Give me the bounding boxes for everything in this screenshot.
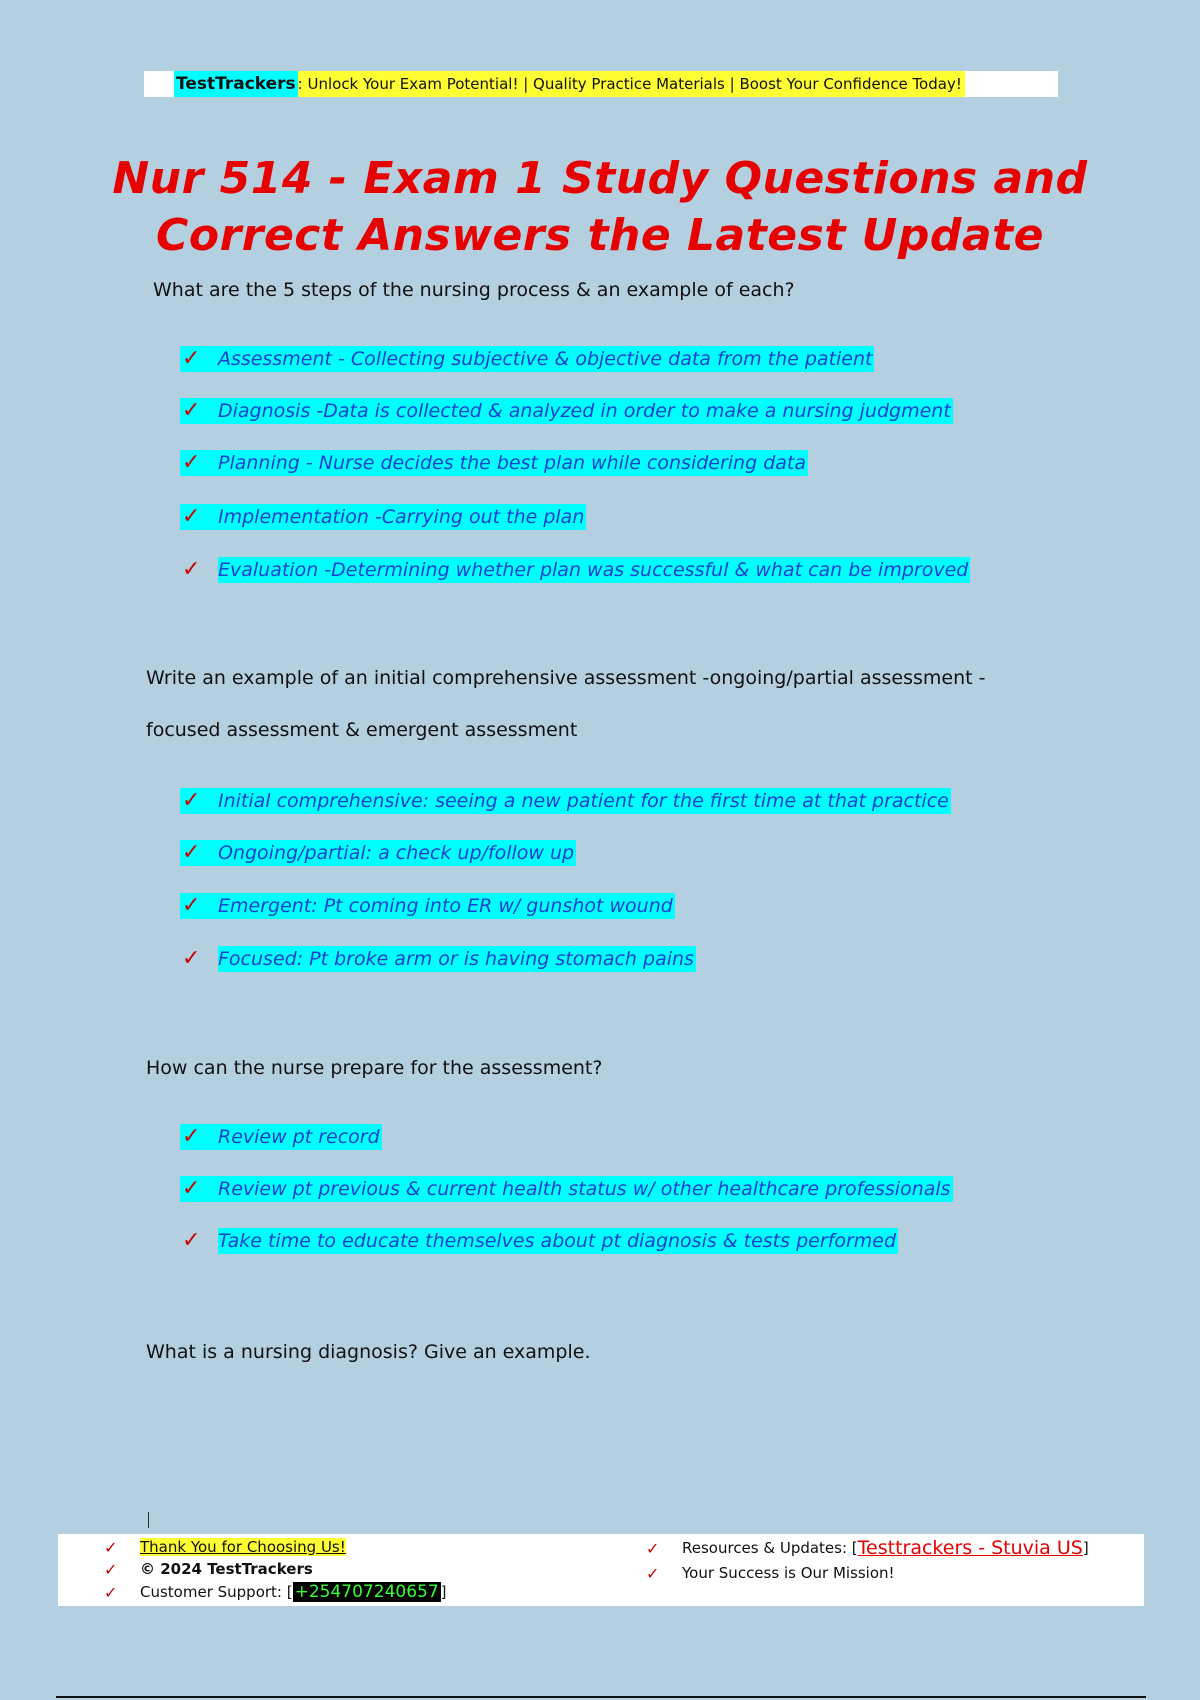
check-icon: ✓: [180, 893, 218, 919]
answer-text: Assessment - Collecting subjective & objective data from the patient: [218, 348, 873, 370]
question-3: How can the nurse prepare for the assessment?: [146, 1057, 603, 1079]
answer-text: Implementation -Carrying out the plan: [218, 506, 585, 528]
answer-1-4: [180, 504, 586, 530]
check-icon: ✓: [646, 1538, 660, 1558]
check-icon: ✓: [180, 840, 218, 866]
answer-text: Diagnosis -Data is collected & analyzed in order to make a nursing judgment: [218, 400, 951, 422]
header-separator: :: [297, 75, 308, 93]
answer-3-1: [180, 1124, 382, 1150]
check-icon: ✓: [180, 450, 218, 476]
answer-2-2: [180, 840, 576, 866]
answer-text: Initial comprehensive: seeing a new patient for the first time at that practice: [218, 790, 949, 812]
footer-mission-row: [646, 1562, 895, 1584]
answer-3-2: [180, 1176, 953, 1202]
bottom-rule: [56, 1696, 1146, 1698]
footer-thanks: Thank You for Choosing Us!: [140, 1538, 346, 1556]
question-4: What is a nursing diagnosis? Give an example.: [146, 1341, 591, 1363]
check-icon: ✓: [182, 946, 201, 971]
document-title: [100, 150, 1100, 264]
check-icon: ✓: [104, 1537, 118, 1557]
answer-text: Take time to educate themselves about pt diagnosis & tests performed: [218, 1230, 897, 1252]
header-inner: [174, 71, 965, 97]
footer-support-row: [58, 1581, 447, 1603]
footer-thanks-row: [58, 1536, 346, 1558]
answer-3-3: [180, 1228, 898, 1254]
brand-name: TestTrackers: [174, 71, 298, 97]
footer-support-label: Customer Support: [: [140, 1583, 293, 1601]
footer-support-phone[interactable]: +254707240657: [294, 1582, 439, 1602]
check-icon: ✓: [180, 788, 218, 814]
question-2-line-2: focused assessment & emergent assessment: [146, 719, 578, 741]
answer-1-1: [180, 346, 874, 372]
answer-text: Planning - Nurse decides the best plan while considering data: [218, 452, 806, 474]
footer: [58, 1534, 1144, 1606]
check-icon: ✓: [104, 1582, 118, 1602]
answer-1-3: [180, 450, 808, 476]
check-icon: ✓: [180, 1124, 218, 1150]
footer-resources-row: [646, 1537, 1089, 1559]
check-icon: ✓: [180, 1176, 218, 1202]
footer-copyright: © 2024 TestTrackers: [140, 1560, 313, 1578]
check-icon: ✓: [182, 1228, 201, 1253]
header-tagline: [298, 71, 965, 97]
answer-text: Review pt record: [218, 1126, 380, 1148]
question-2-line-1: Write an example of an initial comprehensive assessment -ongoing/partial assessment -: [146, 667, 986, 689]
footer-copyright-row: [58, 1558, 313, 1580]
footer-mission: Your Success is Our Mission!: [682, 1564, 895, 1582]
answer-text: Emergent: Pt coming into ER w/ gunshot wound: [218, 895, 673, 917]
answer-2-4: [180, 946, 696, 972]
answer-text: Review pt previous & current health status w/ other healthcare professionals: [218, 1178, 951, 1200]
footer-resources-label: Resources & Updates: [: [682, 1539, 858, 1557]
title-line-1: Nur 514 - Exam 1 Study Questions and: [112, 153, 1088, 204]
title-line-2: Correct Answers the Latest Update: [156, 210, 1044, 261]
answer-2-3: [180, 893, 675, 919]
check-icon: ✓: [180, 504, 218, 530]
answer-text: Evaluation -Determining whether plan was successful & what can be improved: [218, 559, 969, 581]
footer-support-close: ]: [440, 1583, 447, 1601]
footer-resources-link[interactable]: Testtrackers - Stuvia US: [857, 1537, 1083, 1559]
check-icon: ✓: [104, 1559, 118, 1579]
header-banner: [144, 71, 1058, 97]
check-icon: ✓: [180, 398, 218, 424]
check-icon: ✓: [180, 346, 218, 372]
answer-2-1: [180, 788, 951, 814]
check-icon: ✓: [646, 1563, 660, 1583]
answer-text: Focused: Pt broke arm or is having stomach pains: [218, 948, 694, 970]
header-tagline-text: Unlock Your Exam Potential! | Quality Practice Materials | Boost Your Confidence Today!: [307, 75, 962, 93]
answer-1-2: [180, 398, 953, 424]
check-icon: ✓: [182, 557, 201, 582]
footer-resources-close: ]: [1082, 1539, 1089, 1557]
answer-1-5: [180, 557, 970, 583]
text-cursor-mark: [148, 1512, 149, 1528]
question-1: What are the 5 steps of the nursing process & an example of each?: [153, 279, 795, 301]
answer-text: Ongoing/partial: a check up/follow up: [218, 842, 575, 864]
